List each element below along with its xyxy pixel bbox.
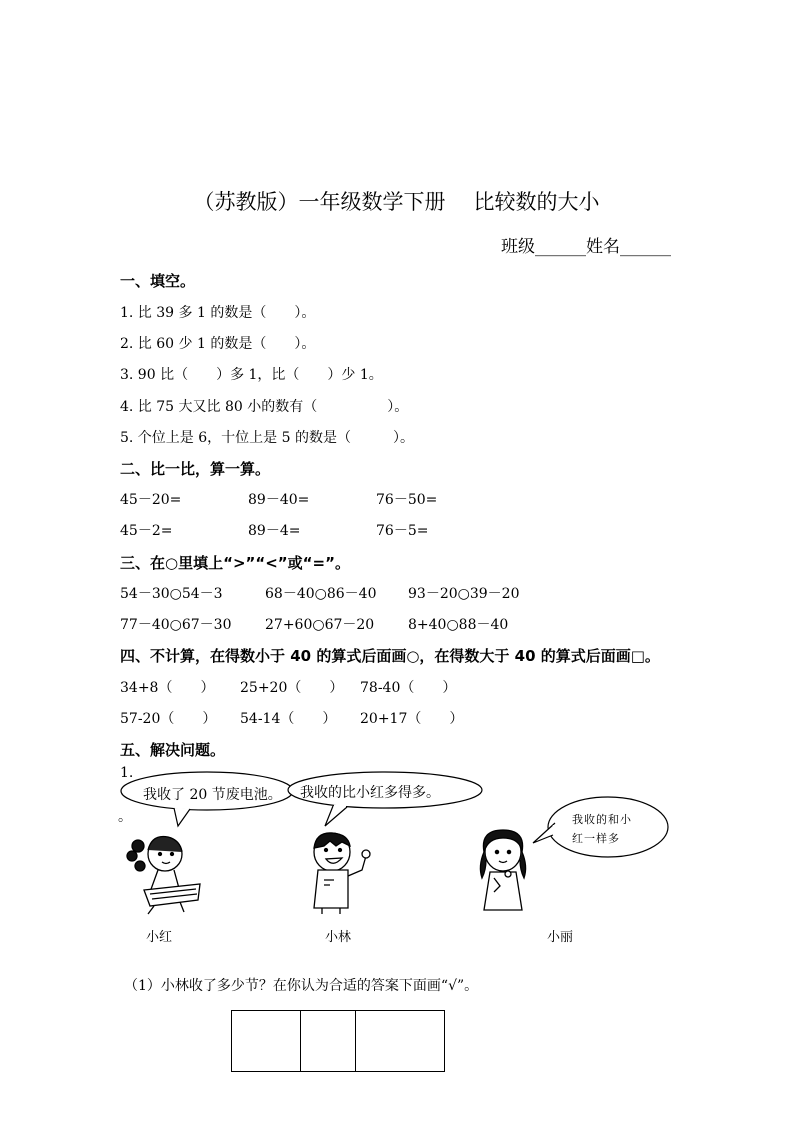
- stray-mark: 。: [118, 809, 132, 825]
- fill-question-3: 3. 90 比（ ）多 1，比（ ）少 1。: [120, 367, 383, 383]
- calc-item: 45－2=: [120, 523, 173, 539]
- bubble-text-xiaohong: 我收了 20 节废电池。: [143, 787, 282, 803]
- answer-cell[interactable]: [232, 1011, 301, 1072]
- fill-question-2: 2. 比 60 少 1 的数是（ ）。: [120, 336, 316, 352]
- compare-item: 68－40○86－40: [265, 586, 377, 602]
- calc-item: 76－5=: [376, 523, 429, 539]
- name-xiaolin: 小林: [325, 930, 352, 945]
- bubble-text-xiaolin: 我收的比小红多得多。: [300, 785, 440, 801]
- page-title: [0, 186, 793, 216]
- section5-title: 五、解决问题。: [120, 741, 226, 759]
- section3-title: 三、在○里填上“>”“<”或“=”。: [120, 554, 350, 572]
- estimate-item: 20+17（ ）: [360, 711, 464, 727]
- xiaoli-illustration: [470, 826, 540, 916]
- compare-item: 27+60○67－20: [265, 617, 375, 633]
- estimate-item: 54-14（ ）: [240, 711, 337, 727]
- xiaohong-illustration: [120, 832, 210, 917]
- calc-item: 45－20=: [120, 492, 182, 508]
- calc-item: 76－50=: [376, 492, 438, 508]
- answer-table: [231, 1010, 445, 1072]
- calc-item: 89－40=: [248, 492, 310, 508]
- section4-title: 四、不计算，在得数小于 40 的算式后面画○，在得数大于 40 的算式后面画□。: [120, 647, 660, 665]
- estimate-item: 34+8（ ）: [120, 680, 215, 696]
- answer-cell[interactable]: [356, 1011, 445, 1072]
- compare-item: 8+40○88－40: [408, 617, 509, 633]
- title-right: 比较数的大小: [473, 190, 600, 214]
- question-1: （1）小林收了多少节？在你认为合适的答案下面画“√”。: [124, 978, 479, 994]
- name-xiaohong: 小红: [146, 930, 173, 945]
- estimate-item: 78-40（ ）: [360, 680, 457, 696]
- compare-item: 93－20○39－20: [408, 586, 520, 602]
- answer-cell[interactable]: [301, 1011, 356, 1072]
- title-left: （苏教版）一年级数学下册: [193, 190, 446, 214]
- section2-title: 二、比一比，算一算。: [120, 460, 271, 478]
- bubble-text-xiaoli-line2: 红一样多: [572, 832, 620, 845]
- fill-question-1: 1. 比 39 多 1 的数是（ ）。: [120, 305, 316, 321]
- calc-item: 89－4=: [248, 523, 301, 539]
- section1-title: 一、填空。: [120, 272, 196, 290]
- estimate-item: 25+20（ ）: [240, 680, 344, 696]
- compare-item: 77－40○67－30: [120, 617, 232, 633]
- class-name-line: 班级______姓名______: [501, 237, 671, 257]
- problem-number: 1.: [120, 765, 134, 781]
- fill-question-4: 4. 比 75 大又比 80 小的数有（ ）。: [120, 399, 409, 415]
- fill-question-5: 5. 个位上是 6，十位上是 5 的数是（ ）。: [120, 430, 414, 446]
- estimate-item: 57-20（ ）: [120, 711, 217, 727]
- compare-item: 54－30○54－3: [120, 586, 223, 602]
- name-xiaoli: 小丽: [547, 930, 574, 945]
- xiaolin-illustration: [300, 830, 380, 915]
- bubble-text-xiaoli-line1: 我收的和小: [572, 813, 632, 826]
